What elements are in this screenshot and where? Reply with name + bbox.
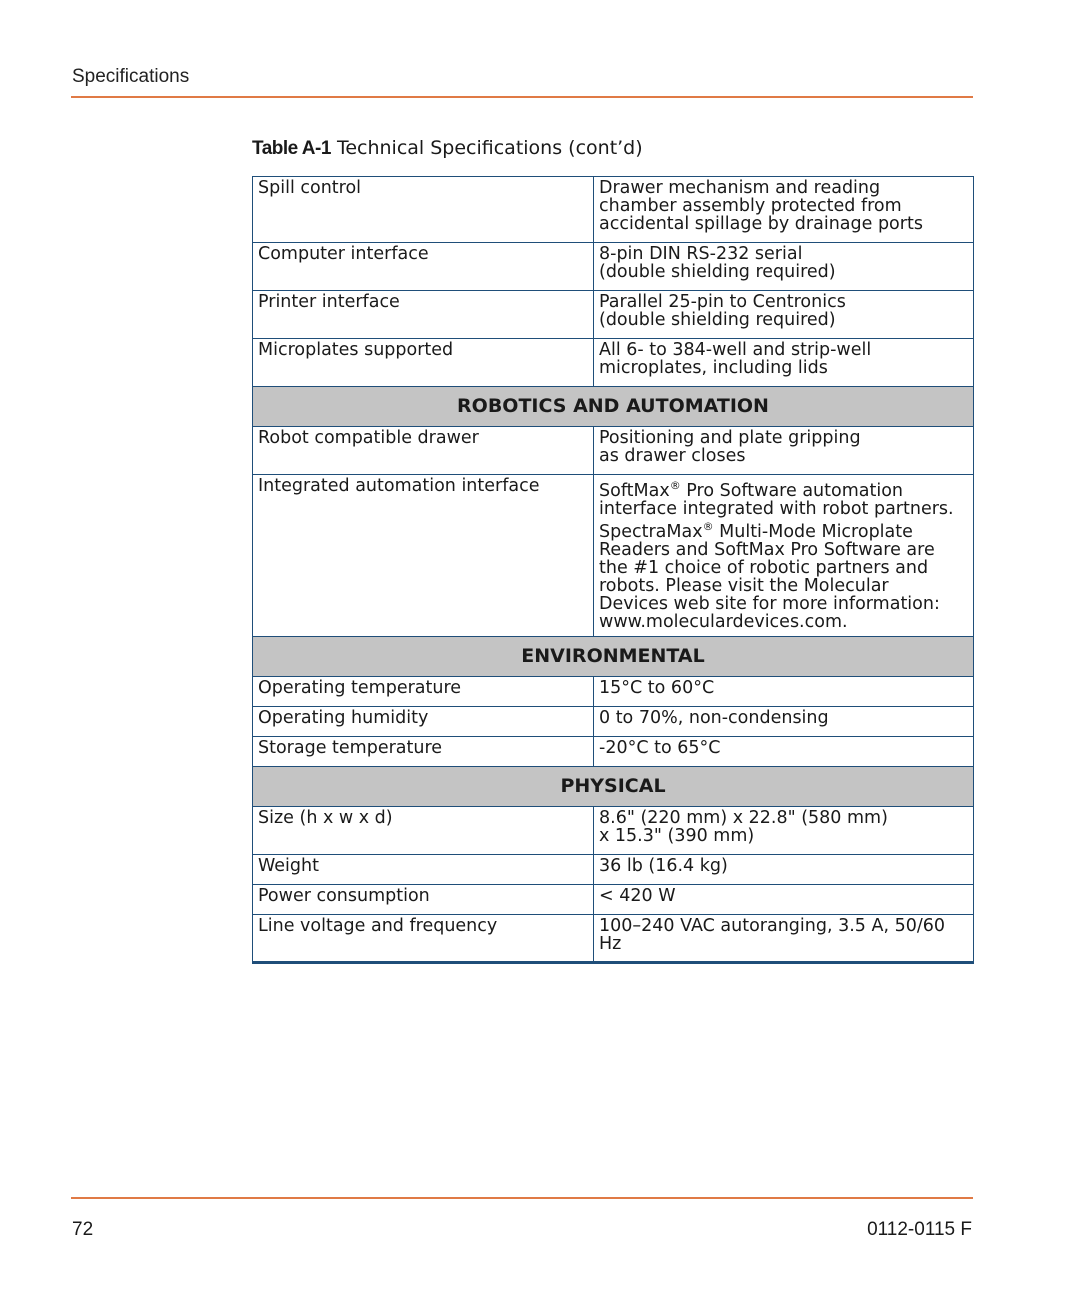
spec-label: Integrated automation interface — [253, 475, 594, 637]
page-number: 72 — [72, 1219, 94, 1240]
spec-value: Drawer mechanism and reading chamber assembly protected from accidental spillage by drainage ports — [594, 177, 974, 243]
spec-value: Positioning and plate gripping as drawer closes — [594, 427, 974, 475]
spec-label: Operating humidity — [253, 706, 594, 736]
spec-label: Robot compatible drawer — [253, 427, 594, 475]
table-row — [253, 339, 974, 387]
spec-label: Computer interface — [253, 243, 594, 291]
spec-value: 8-pin DIN RS-232 serial (double shielding required) — [594, 243, 974, 291]
spec-label: Power consumption — [253, 884, 594, 914]
spec-value: 36 lb (16.4 kg) — [594, 854, 974, 884]
table-row — [253, 475, 974, 637]
table-row — [253, 291, 974, 339]
table-row — [253, 706, 974, 736]
spec-label: Storage temperature — [253, 736, 594, 766]
table-row — [253, 676, 974, 706]
spec-label: Printer interface — [253, 291, 594, 339]
table-number: Table A-1 — [252, 138, 331, 159]
running-header: Specifications — [72, 66, 190, 87]
document-id: 0112-0115 F — [867, 1219, 972, 1240]
spec-value: 15°C to 60°C — [594, 676, 974, 706]
table-row — [253, 854, 974, 884]
spec-value: All 6- to 384-well and strip-well microplates, including lids — [594, 339, 974, 387]
spec-value: Parallel 25-pin to Centronics (double shielding required) — [594, 291, 974, 339]
section-header-robotics — [253, 387, 974, 427]
spec-value: -20°C to 65°C — [594, 736, 974, 766]
table-row — [253, 884, 974, 914]
spec-value: 0 to 70%, non-condensing — [594, 706, 974, 736]
table-row — [253, 736, 974, 766]
spec-label: Weight — [253, 854, 594, 884]
section-header-physical — [253, 766, 974, 806]
spec-label: Spill control — [253, 177, 594, 243]
section-title: PHYSICAL — [253, 766, 974, 806]
table-caption — [252, 137, 643, 160]
spec-value: 8.6" (220 mm) x 22.8" (580 mm) x 15.3" (390 mm) — [594, 806, 974, 854]
table-row — [253, 243, 974, 291]
footer-rule — [71, 1197, 973, 1199]
table-row — [253, 806, 974, 854]
spec-label: Operating temperature — [253, 676, 594, 706]
spec-label: Line voltage and frequency — [253, 914, 594, 962]
section-header-environmental — [253, 636, 974, 676]
spec-value: SoftMax® Pro Software automation interface integrated with robot partners. SpectraMax® Multi-Mode Microplate Readers and SoftMax Pro Software are the #1 choice of robotic partners and robots. Please visit the Molecular Devices web site for more information: www.moleculardevices.com. — [594, 475, 974, 637]
table-row — [253, 914, 974, 962]
spec-table — [252, 176, 974, 964]
spec-label: Size (h x w x d) — [253, 806, 594, 854]
table-row — [253, 427, 974, 475]
spec-value: 100–240 VAC autoranging, 3.5 A, 50/60 Hz — [594, 914, 974, 962]
header-rule — [71, 96, 973, 98]
section-title: ROBOTICS AND AUTOMATION — [253, 387, 974, 427]
spec-value: < 420 W — [594, 884, 974, 914]
table-title: Technical Specifications (cont’d) — [336, 137, 643, 159]
section-title: ENVIRONMENTAL — [253, 636, 974, 676]
table-row — [253, 177, 974, 243]
spec-label: Microplates supported — [253, 339, 594, 387]
